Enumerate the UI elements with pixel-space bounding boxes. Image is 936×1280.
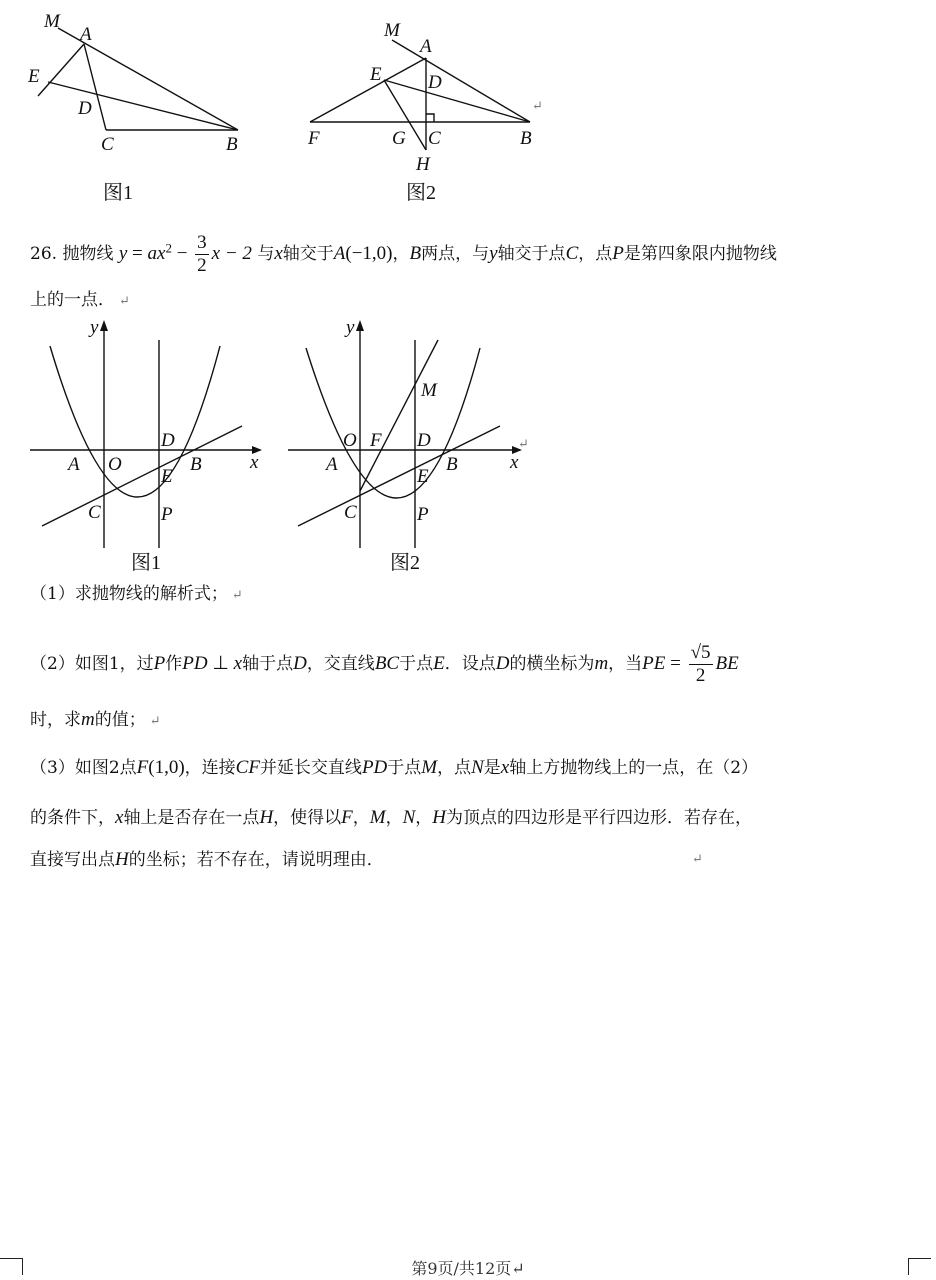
intro-text: 轴交于点 <box>497 244 566 264</box>
q3-text: ， <box>352 808 370 828</box>
question-3-line-3 <box>30 848 384 872</box>
label-B: B <box>190 454 202 475</box>
line-BC <box>42 426 242 526</box>
return-mark: ↵ <box>119 294 130 309</box>
q3-text: ， <box>415 808 433 828</box>
label-C: C <box>88 502 101 523</box>
label-M: M <box>421 380 437 401</box>
return-mark: ↵ <box>149 714 161 729</box>
q3-var-H: H <box>115 849 129 870</box>
line-EB <box>48 82 238 130</box>
var-y: y <box>489 243 498 264</box>
q3-text: 的坐标；若不存在，请说明理由． <box>128 850 384 870</box>
q3-var-N: N <box>471 757 484 778</box>
q3-text: ，点 <box>437 758 472 778</box>
point-A-coord: (−1,0) <box>345 243 393 264</box>
parabola <box>306 348 480 498</box>
label-O: O <box>108 454 122 475</box>
label-E: E <box>417 466 429 487</box>
point-C: C <box>565 243 579 264</box>
q3-text: ，连接 <box>184 758 236 778</box>
eq-equals: = <box>127 243 148 264</box>
q3-text: （3）如图2点 <box>30 758 137 778</box>
eq-rest: x − 2 <box>211 243 252 264</box>
q3-text: 是 <box>483 758 501 778</box>
axis-label-x: x <box>250 452 259 473</box>
q3-var-F: F <box>136 757 149 778</box>
intro-text: ，点 <box>578 244 613 264</box>
question-3-line-2 <box>30 806 752 830</box>
graph-figure-1 <box>28 318 268 578</box>
q2-var-D: D <box>293 653 307 674</box>
q2-var-PE: PE <box>642 653 666 674</box>
intro-text: 两点，与 <box>421 244 490 264</box>
label-F: F <box>370 430 382 451</box>
eq-y: y <box>118 243 128 264</box>
eq-minus: − <box>171 243 193 264</box>
q2-text: 的横坐标为 <box>509 654 595 674</box>
figure-caption: 图1 <box>103 182 133 204</box>
label-M: M <box>44 11 60 32</box>
q2-text: 于点 <box>399 654 434 674</box>
point-P: P <box>612 243 624 264</box>
q2-var-m: m <box>81 709 95 730</box>
label-C: C <box>344 502 357 523</box>
label-A: A <box>80 24 92 45</box>
y-axis-arrow <box>100 320 108 331</box>
top-figure-1 <box>0 0 260 210</box>
intro-text: ， <box>392 244 410 264</box>
question-1-text: （1）求抛物线的解析式； <box>30 584 228 604</box>
fraction-denominator: 2 <box>197 255 207 276</box>
intro-text: 轴交于 <box>282 244 334 264</box>
label-M: M <box>384 20 400 41</box>
label-B: B <box>446 454 458 475</box>
figure-caption: 图2 <box>390 552 420 574</box>
return-mark: ↵ <box>518 437 529 452</box>
q3-text: 于点 <box>387 758 422 778</box>
q2-var-BE: BE <box>715 653 739 674</box>
q3-text: 轴上方抛物线上的一点，在（2） <box>509 758 759 778</box>
q2-fraction <box>689 642 713 687</box>
q3-var-F: F <box>341 807 353 828</box>
q3-var-CF: CF <box>235 757 260 778</box>
label-O: O <box>343 430 357 451</box>
q2-text: ，当 <box>608 654 643 674</box>
q2-text: 轴于点 <box>242 654 294 674</box>
right-angle-mark <box>426 114 434 122</box>
problem-number: 26. <box>30 244 58 264</box>
q2-perp: ⊥ <box>207 653 234 674</box>
q2-text: 的值； <box>94 710 146 730</box>
q3-var-M: M <box>421 757 438 778</box>
q3-text: 为顶点的四边形是平行四边形．若存在， <box>446 808 753 828</box>
label-E: E <box>28 66 40 87</box>
label-F: F <box>308 128 320 149</box>
q2-var-x: x <box>233 653 243 674</box>
label-A: A <box>420 36 432 57</box>
problem-line-2 <box>30 288 130 314</box>
intro-text: 是第四象限内抛物线 <box>623 244 777 264</box>
return-mark: ↵ <box>532 99 543 114</box>
label-A: A <box>68 454 80 475</box>
fraction-numerator: √5 <box>690 642 711 663</box>
q3-var-x: x <box>500 757 510 778</box>
q2-text: ．设点 <box>444 654 496 674</box>
q2-text: ，交直线 <box>306 654 375 674</box>
q2-var-PD: PD <box>182 653 208 674</box>
q2-var-BC: BC <box>374 653 400 674</box>
question-2-line-1 <box>30 642 739 687</box>
intro-text: 上的一点． <box>30 290 115 310</box>
label-B: B <box>520 128 532 149</box>
intro-text: 与 <box>257 244 275 264</box>
line-AF <box>310 58 426 122</box>
q3-var-N: N <box>402 807 416 828</box>
q2-text: 作 <box>165 654 183 674</box>
question-2-line-2 <box>30 708 161 734</box>
q2-var-E: E <box>433 653 445 674</box>
fraction-denominator: 2 <box>695 665 706 686</box>
q3-text: 轴上是否存在一点 <box>123 808 260 828</box>
fraction-numerator: 3 <box>197 232 207 253</box>
top-figure-2 <box>300 0 560 210</box>
figure-caption: 图2 <box>406 182 436 204</box>
graph-figure-2 <box>288 318 548 578</box>
label-P: P <box>417 504 429 525</box>
label-C: C <box>101 134 114 155</box>
problem-line-1 <box>30 232 777 277</box>
q3-var-H: H <box>432 807 447 828</box>
return-mark: ↵ <box>692 852 703 867</box>
figure-caption: 图1 <box>131 552 161 574</box>
point-B: B <box>409 243 422 264</box>
label-D: D <box>78 98 92 119</box>
eq-ax: ax <box>147 243 166 264</box>
q2-equals: = <box>665 653 686 674</box>
q3-text: 并延长交直线 <box>259 758 362 778</box>
axis-label-x: x <box>510 452 519 473</box>
label-D: D <box>161 430 175 451</box>
label-D: D <box>428 72 442 93</box>
q2-text: （2）如图1，过 <box>30 654 154 674</box>
label-E: E <box>370 64 382 85</box>
label-D: D <box>417 430 431 451</box>
label-C: C <box>428 128 441 149</box>
axis-label-y: y <box>90 317 99 338</box>
q3-F-coord: (1,0) <box>148 757 185 778</box>
q2-text: 时，求 <box>30 710 81 730</box>
intro-text: 抛物线 <box>62 244 114 264</box>
return-mark: ↵ <box>231 588 243 603</box>
eq-square: 2 <box>165 240 172 256</box>
line-BC <box>298 426 500 526</box>
q3-text: ， <box>385 808 403 828</box>
question-1 <box>30 582 243 608</box>
q2-var-P: P <box>153 653 166 674</box>
q3-var-x: x <box>115 807 124 828</box>
q2-var-m: m <box>594 653 609 674</box>
y-axis-arrow <box>356 320 364 331</box>
q2-var-D: D <box>495 653 510 674</box>
question-3-line-1 <box>30 756 758 780</box>
page-footer: 第9页/共12页↵ <box>411 1259 525 1278</box>
axis-label-y: y <box>346 317 355 338</box>
point-A: A <box>333 243 346 264</box>
label-B: B <box>226 134 238 155</box>
q3-var-M: M <box>369 807 386 828</box>
label-A: A <box>326 454 338 475</box>
line-AE <box>38 44 84 96</box>
eq-fraction <box>195 232 209 277</box>
label-H: H <box>416 154 430 175</box>
q3-text: ，使得以 <box>273 808 342 828</box>
label-P: P <box>161 504 173 525</box>
var-x: x <box>274 243 283 264</box>
q3-text: 的条件下， <box>30 808 115 828</box>
q3-text: 直接写出点 <box>30 850 115 870</box>
label-G: G <box>392 128 406 149</box>
line-MB <box>392 40 530 122</box>
q3-var-PD: PD <box>361 757 388 778</box>
q3-var-H: H <box>259 807 274 828</box>
label-E: E <box>161 466 173 487</box>
